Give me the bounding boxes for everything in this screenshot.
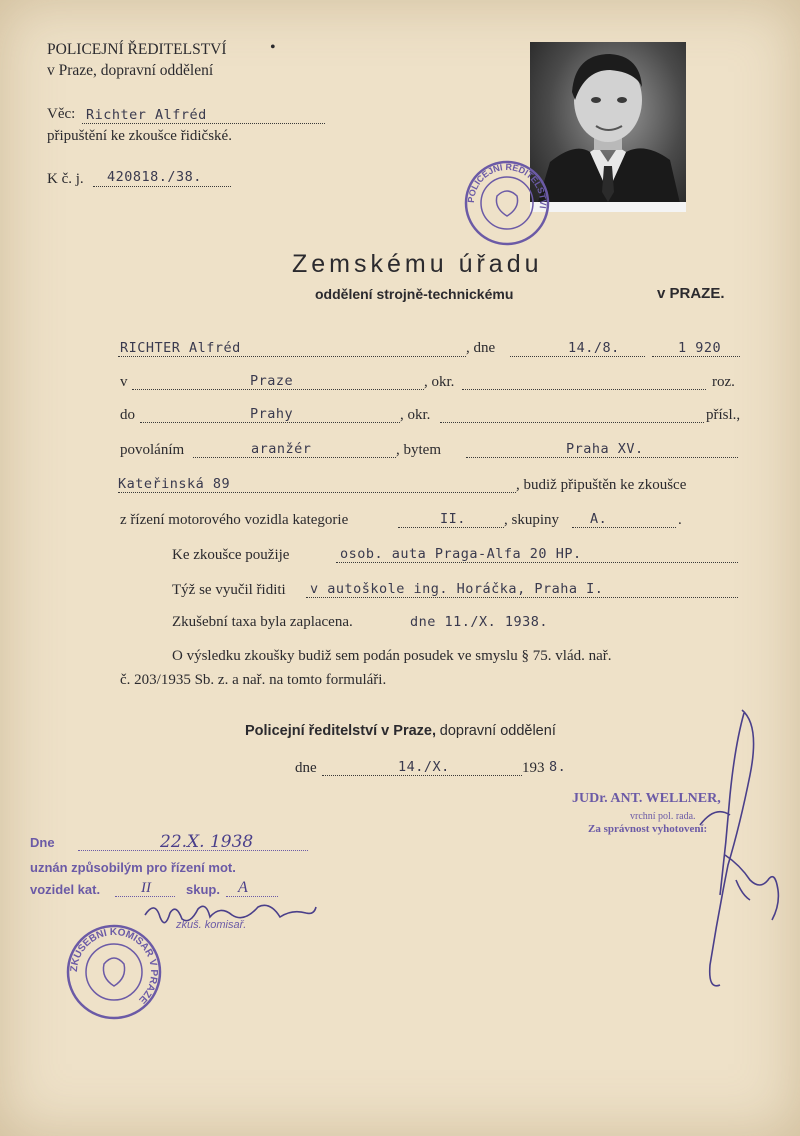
svg-text:POLICEJNÍ ŘEDITELSTVÍ [466,161,548,210]
residence-label: , bytem [396,442,441,458]
residence-line [466,440,738,458]
office-line-1: POLICEJNÍ ŘEDITELSTVÍ [47,41,227,58]
fee-label: Zkušební taxa byla zaplacena. [172,614,353,630]
fee-date: dne 11./X. 1938. [410,614,549,630]
official-signature [680,705,795,1005]
exam-line-2: uznán způsobilým pro řízení mot. [30,860,236,875]
admit-text: , budiž připuštěn ke zkoušce [516,477,687,493]
police-round-stamp [462,158,552,248]
reference-label: K č. j. [47,171,84,187]
closing-office [245,723,556,740]
born-suffix: roz. [712,374,735,390]
occupation-line [193,440,396,458]
subject-value: Richter Alfréd [86,107,207,123]
exam-vehicle-label: vozidel kat. [30,882,101,897]
applicant-photo [530,42,686,212]
category-value: II. [440,511,466,527]
result-line-2: č. 203/1935 Sb. z. a nař. na tomto formuláři. [120,672,387,688]
district-line-2 [440,405,704,423]
closing-year-prefix: 193 [522,760,545,776]
subject-line [82,106,325,124]
closing-date-line [322,758,522,776]
vehicle-line [336,545,738,563]
vehicle-value: osob. auta Praga-Alfa 20 HP. [340,546,582,562]
occupation-label: povoláním [120,442,185,458]
group-line [572,510,676,528]
street-line [118,475,516,493]
closing-office-rest: dopravní oddělení [439,723,556,739]
in-label: v [120,374,128,390]
dot-mark: • [270,39,276,56]
name-value: RICHTER Alfréd [120,340,241,356]
exam-date-label: Dne [30,835,55,850]
official-note: Za správnost vyhotovení: [588,823,708,835]
residence-value: Praha XV. [566,441,644,457]
police-stamp-text: POLICEJNÍ ŘEDITELSTVÍ [465,161,549,210]
result-line-1: O výsledku zkoušky budiž sem podán posudek ve smyslu § 75. vlád. nař. [172,648,612,664]
exam-date-line [78,832,308,851]
school-line [306,580,738,598]
born-label: , dne [466,340,496,356]
born-date-value: 14./8. [568,340,620,356]
name-line [118,339,466,357]
addressee-department: oddělení strojně-technickému [315,286,514,302]
birthplace-line [132,372,424,390]
born-year-line [652,339,740,357]
subject-label: Věc: [47,106,76,122]
office-line-2: v Praze, dopravní oddělení [47,62,214,79]
exam-date-value: 22.X. 1938 [160,832,254,852]
category-line [398,510,504,528]
vehicle-label: Ke zkoušce použije [172,547,290,563]
school-value: v autoškole ing. Horáčka, Praha I. [310,581,604,597]
exam-group-label: skup. [186,882,220,897]
district-label: , okr. [424,374,455,390]
born-date-line [510,339,645,357]
street-value: Kateřinská 89 [118,476,231,492]
exam-commissioner: zkuš. komisař. [176,919,247,931]
school-label: Týž se vyučil řiditi [172,582,286,598]
exam-round-stamp [64,922,164,1022]
exam-category-value: II [141,880,151,896]
jurisdiction-line [140,405,400,423]
district-label-2: , okr. [400,407,431,423]
birthplace-value: Praze [250,373,294,389]
closing-date-value: 14./X. [398,759,450,775]
category-text: z řízení motorového vozidla kategorie [120,512,349,528]
group-value: A. [590,511,608,527]
group-label: , skupiny [504,512,560,528]
addressee-city: v PRAZE. [657,285,725,302]
jurisdiction-value: Prahy [250,406,294,422]
jurisdiction-suffix: přísl., [706,407,741,423]
reference-line [93,168,231,187]
addressee-title: Zemskému úřadu [292,250,543,278]
district-line [462,372,706,390]
closing-date-label: dne [295,760,317,776]
born-year-value: 1 920 [678,340,722,356]
subject-note: připuštění ke zkoušce řidičské. [47,128,232,144]
reference-value: 420818./38. [107,169,202,185]
to-label: do [120,407,135,423]
exam-stamp-text: ZKUŠEBNÍ KOMISAŘ V PRAZE [68,926,160,1006]
closing-year-suffix: 8. [549,759,567,775]
official-name: JUDr. ANT. WELLNER, [572,791,721,806]
occupation-value: aranžér [251,441,312,457]
exam-group-value: A [238,879,248,896]
group-period: . [678,512,682,528]
official-rank: vrchní pol. rada. [630,811,696,822]
closing-office-bold: Policejní ředitelství v Praze, [245,723,436,739]
